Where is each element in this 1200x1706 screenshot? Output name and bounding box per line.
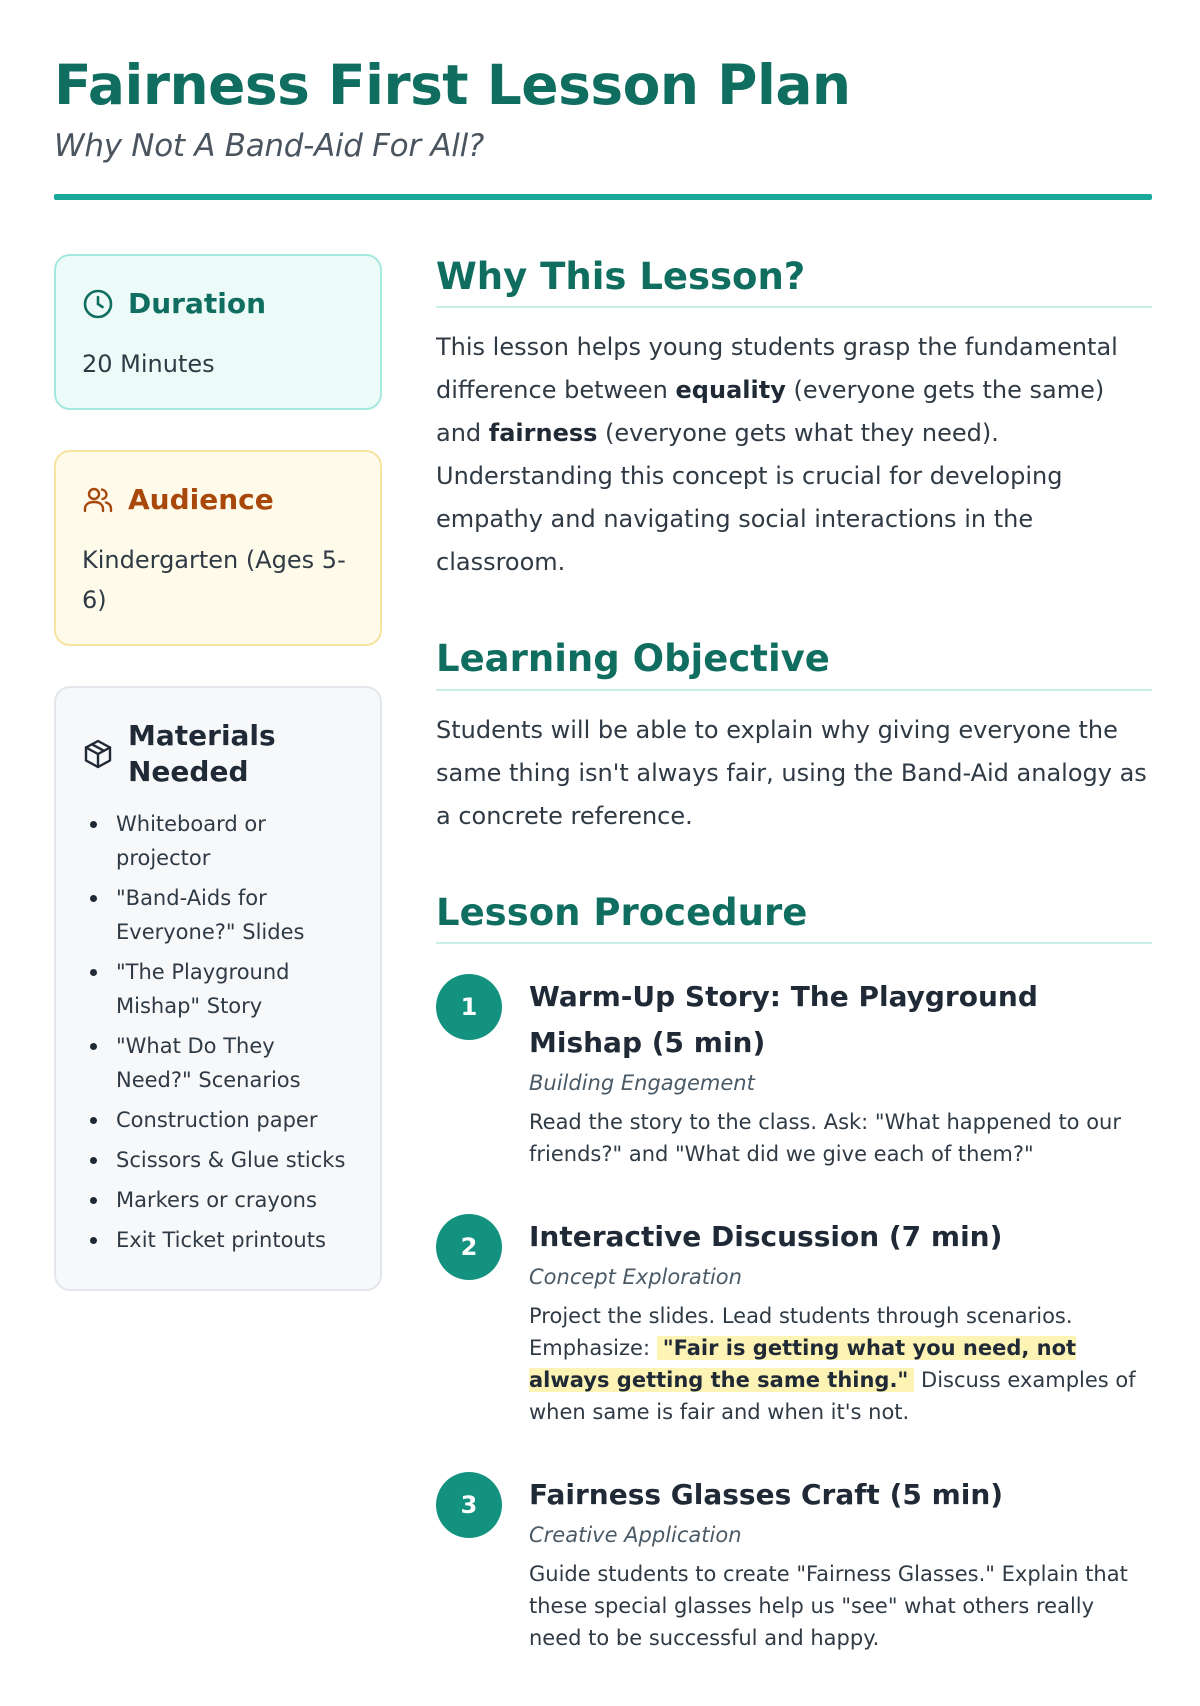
audience-title: Audience <box>128 483 274 516</box>
why-text-part: (everyone gets the same) and <box>436 376 1105 448</box>
step-number: 3 <box>436 1472 502 1538</box>
audience-card <box>54 450 382 646</box>
equality-term: equality <box>675 376 786 405</box>
step-text: Read the story to the class. Ask: "What happened to our friends?" and "What did we give each of them?" <box>529 1109 1121 1166</box>
step-content <box>529 1214 1152 1428</box>
header-divider <box>54 194 1152 200</box>
step-subtitle: Concept Exploration <box>529 1264 742 1289</box>
duration-card <box>54 254 382 410</box>
why-text <box>436 326 1152 584</box>
list-item: "Band-Aids for Everyone?" Slides <box>82 881 354 949</box>
step-title: Warm-Up Story: The Playground Mishap (5 min) <box>529 979 1038 1059</box>
procedure-step <box>436 974 1152 1170</box>
materials-card <box>54 686 382 1291</box>
step-text: Guide students to create "Fairness Glasses." Explain that these special glasses help us "see" what others really need to be successful and happy. <box>529 1561 1128 1650</box>
clock-icon <box>82 288 114 320</box>
why-heading: Why This Lesson? <box>436 254 1152 308</box>
objective-text: Students will be able to explain why giving everyone the same thing isn't always fair, using the Band-Aid analogy as a concrete reference. <box>436 715 1147 830</box>
page-subtitle: Why Not A Band-Aid For All? <box>54 128 485 164</box>
materials-list <box>82 807 354 1257</box>
step-number: 2 <box>436 1214 502 1280</box>
list-item: Whiteboard or projector <box>82 807 354 875</box>
list-item: Construction paper <box>82 1103 354 1137</box>
duration-value: 20 Minutes <box>82 350 215 379</box>
procedure-step <box>436 1472 1152 1654</box>
procedure-step <box>436 1214 1152 1428</box>
materials-title: Materials Needed <box>128 719 276 789</box>
list-item: Scissors & Glue sticks <box>82 1143 354 1177</box>
step-title: Fairness Glasses Craft (5 min) <box>529 1477 1004 1511</box>
objective-heading: Learning Objective <box>436 636 1152 690</box>
list-item: Markers or crayons <box>82 1183 354 1217</box>
content-columns <box>54 254 1152 1706</box>
list-item: "The Playground Mishap" Story <box>82 955 354 1023</box>
why-section <box>436 254 1152 584</box>
list-item: Exit Ticket printouts <box>82 1223 354 1257</box>
sidebar <box>54 254 382 1706</box>
page-title: Fairness First Lesson Plan <box>54 53 851 117</box>
step-content <box>529 1472 1152 1654</box>
page-header <box>54 0 1152 200</box>
users-icon <box>82 484 114 516</box>
step-subtitle: Creative Application <box>529 1522 742 1547</box>
objective-section <box>436 636 1152 837</box>
box-icon <box>82 738 114 770</box>
fairness-term: fairness <box>488 419 598 448</box>
main-content <box>436 254 1152 1706</box>
step-text-part: Discuss examples of when same is fair and when it's not. <box>529 1367 1136 1424</box>
why-text-part: This lesson helps young students grasp the fundamental difference between <box>436 333 1118 405</box>
list-item: "What Do They Need?" Scenarios <box>82 1029 354 1097</box>
emphasis-highlight: "Fair is getting what you need, not always getting the same thing." <box>529 1335 1077 1392</box>
materials-card-header <box>82 718 354 791</box>
step-number: 1 <box>436 974 502 1040</box>
audience-card-header <box>82 482 354 518</box>
step-title: Interactive Discussion (7 min) <box>529 1219 1003 1253</box>
step-text-part: Project the slides. Lead students through scenarios. Emphasize: <box>529 1303 1073 1360</box>
procedure-section <box>436 890 1152 1654</box>
duration-title: Duration <box>128 287 267 320</box>
audience-value: Kindergarten (Ages 5-6) <box>82 546 346 615</box>
step-content <box>529 974 1152 1170</box>
why-text-part: (everyone gets what they need). Understanding this concept is crucial for developing empathy and navigating social interactions in the classroom. <box>436 419 1063 577</box>
step-subtitle: Building Engagement <box>529 1070 755 1095</box>
duration-card-header <box>82 286 354 322</box>
step-text <box>529 1300 1152 1428</box>
procedure-heading: Lesson Procedure <box>436 890 1152 944</box>
